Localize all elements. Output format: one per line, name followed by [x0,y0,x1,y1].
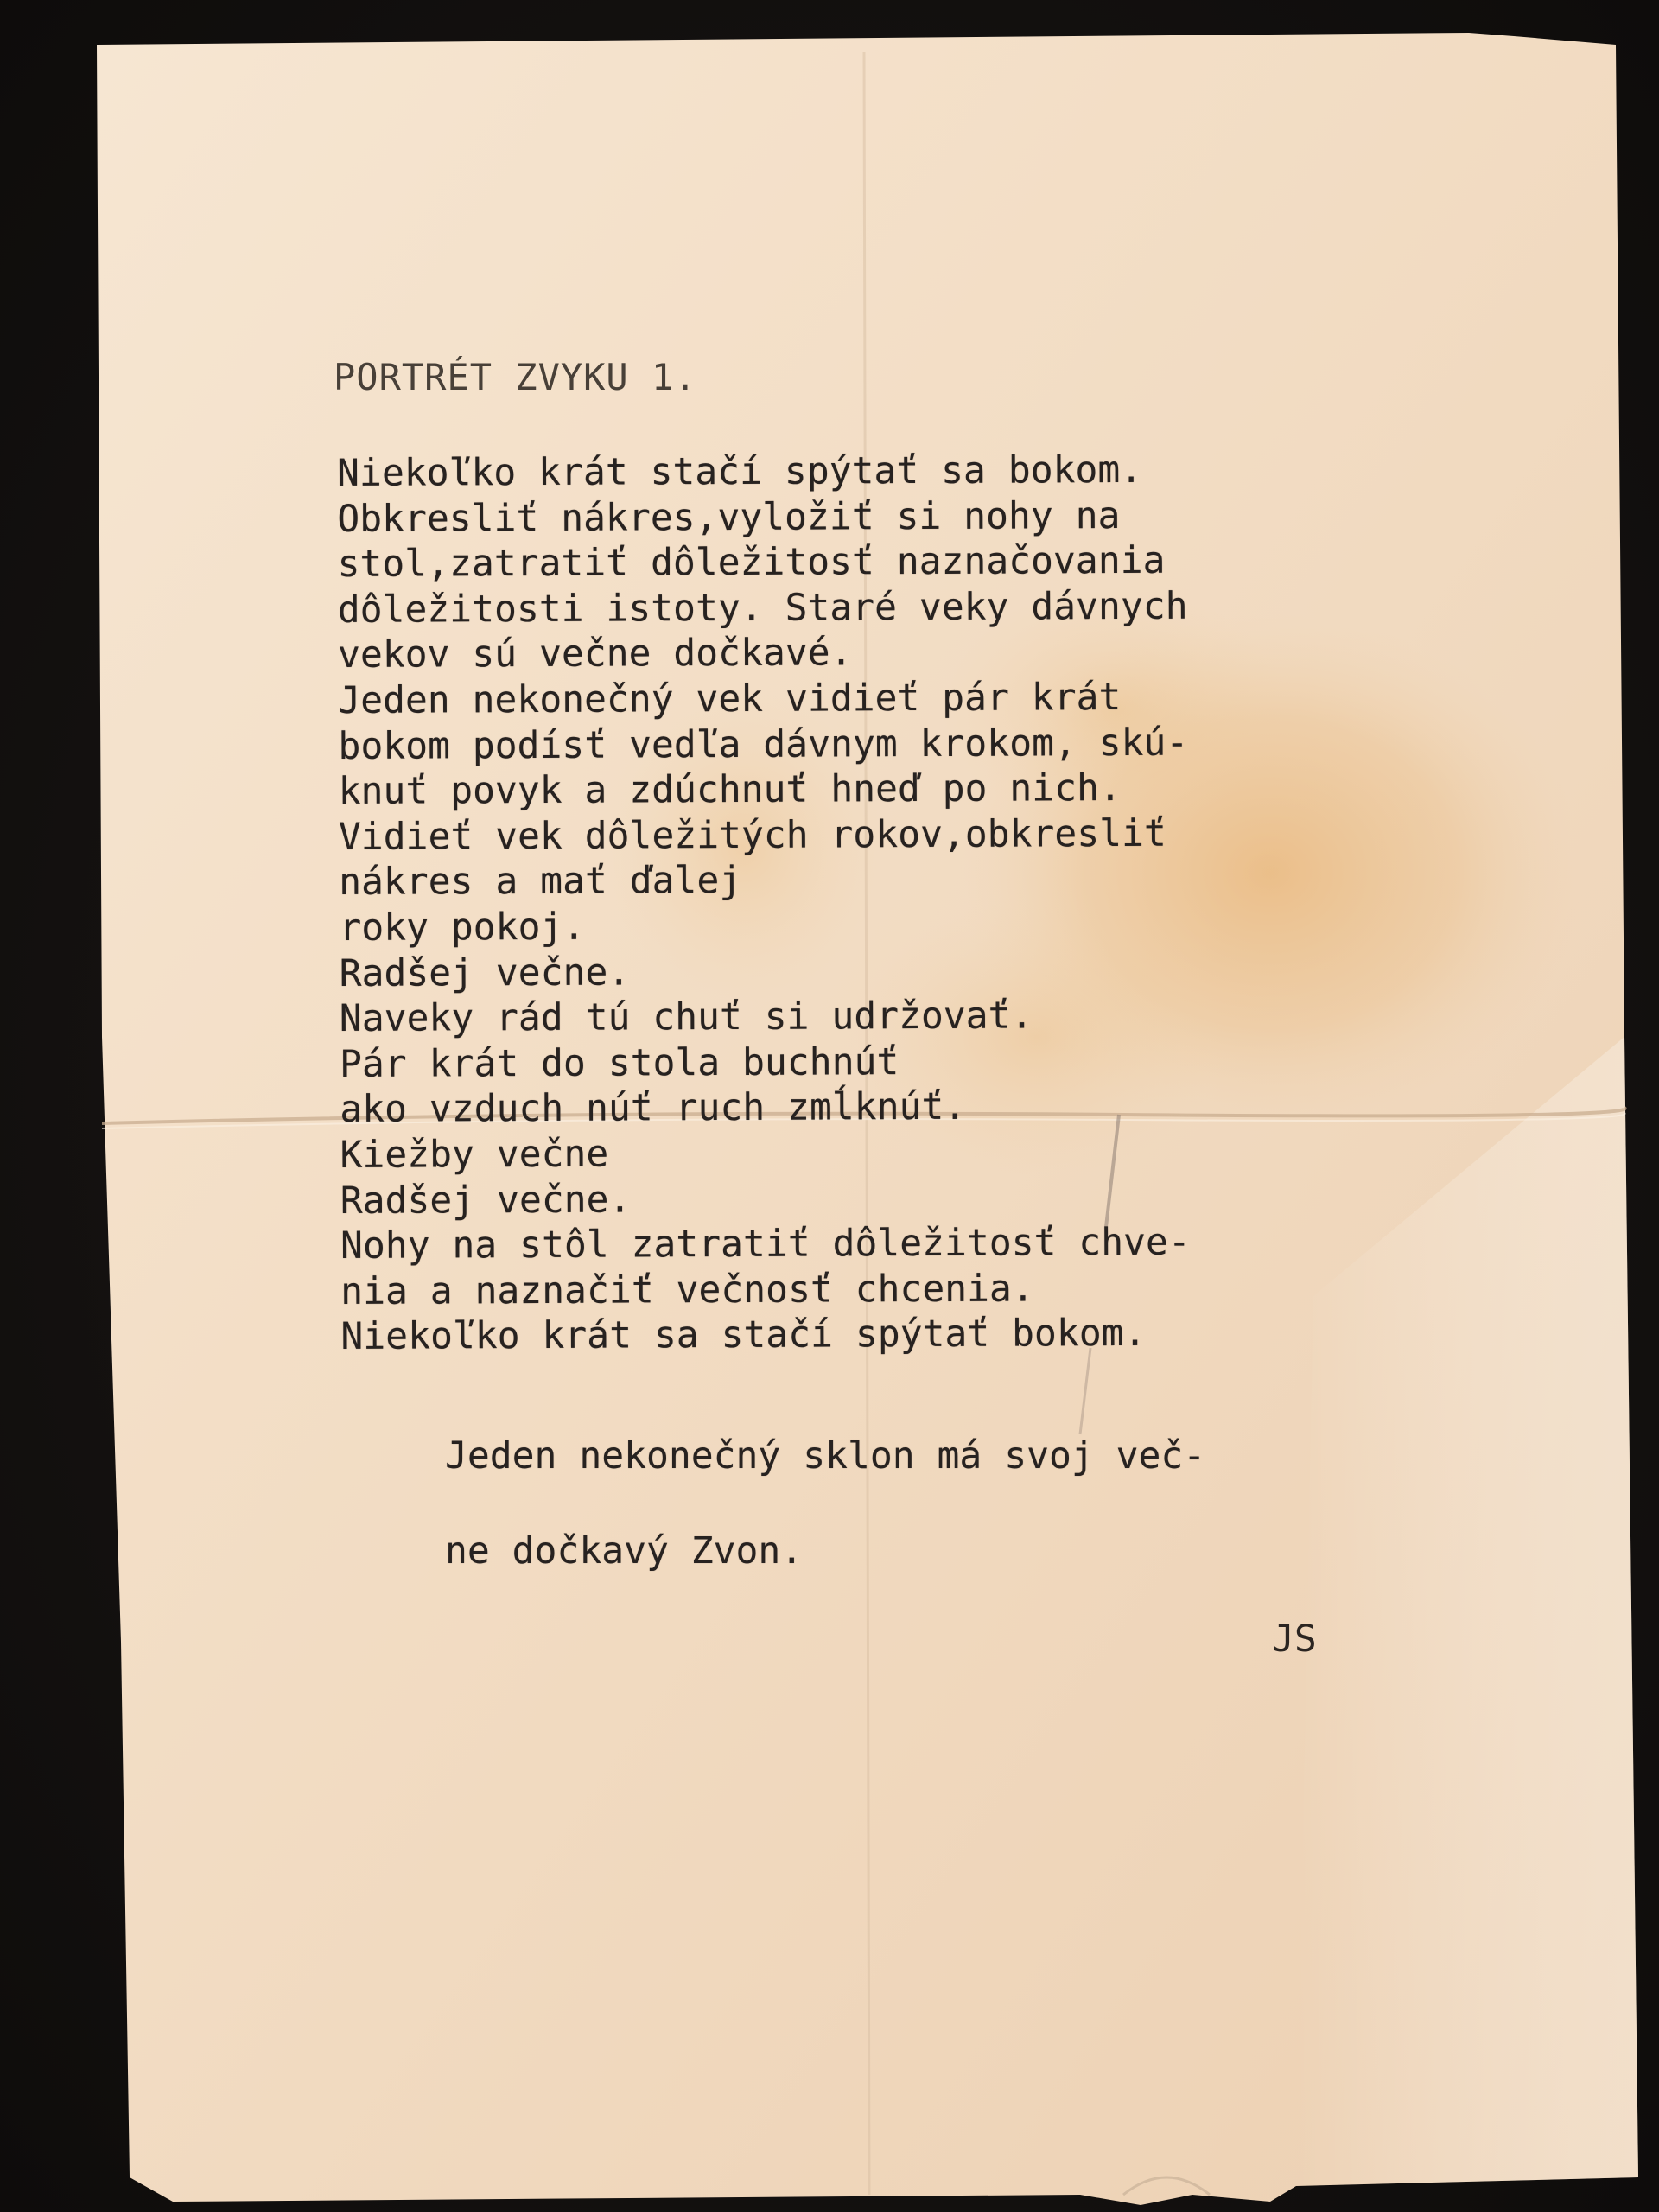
poem-line: Naveky rád tú chuť si udržovať. [339,994,1033,1041]
poem-line: stol,zatratiť dôležitosť naznačovania [337,539,1166,587]
poem-title: PORTRÉT ZVYKU 1. [334,356,697,398]
poem-line: Nohy na stôl zatratiť dôležitosť chve- [340,1220,1191,1268]
poem-line: dôležitosti istoty. Staré veky dávnych [337,584,1188,632]
poem-line: nákres a mať ďalej [339,859,742,905]
poem-line: ako vzduch núť ruch zmĺknúť. [340,1085,967,1132]
poem-line: Pár krát do stola buchnúť [339,1039,899,1086]
poem-line: Radšej večne. [340,1178,632,1223]
poem-line: Niekoľko krát sa stačí spýtať bokom. [340,1312,1147,1359]
closing-line: Jeden nekonečný sklon má svoj več- [445,1434,1206,1478]
poem-line: bokom podísť vedľa dávnym krokom, skú- [338,721,1189,768]
poem-line: Niekoľko krát stačí spýtať sa bokom. [337,448,1143,495]
poem-line: roky pokoj. [339,905,586,950]
poem-body [337,448,1191,1360]
poem-line: Vidieť vek dôležitých rokov,obkresliť [338,811,1166,859]
poem-line: Obkresliť nákres,vyložiť si nohy na [337,493,1121,541]
poem-line: nia a naznačiť večnosť chcenia. [340,1267,1034,1313]
closing-line: ne dočkavý Zvon. [445,1529,804,1573]
signature-initials: JS [1272,1618,1317,1661]
poem-line: knuť povyk a zdúchnuť hneď po nich. [338,766,1122,814]
poem-line: Kiežby večne [340,1132,609,1177]
closing-stanza [445,1434,1205,1624]
poem-line: Jeden nekonečný vek vidieť pár krát [338,676,1122,722]
poem-line: vekov sú večne dočkavé. [337,631,853,677]
poem-line: Radšej večne. [339,950,631,995]
